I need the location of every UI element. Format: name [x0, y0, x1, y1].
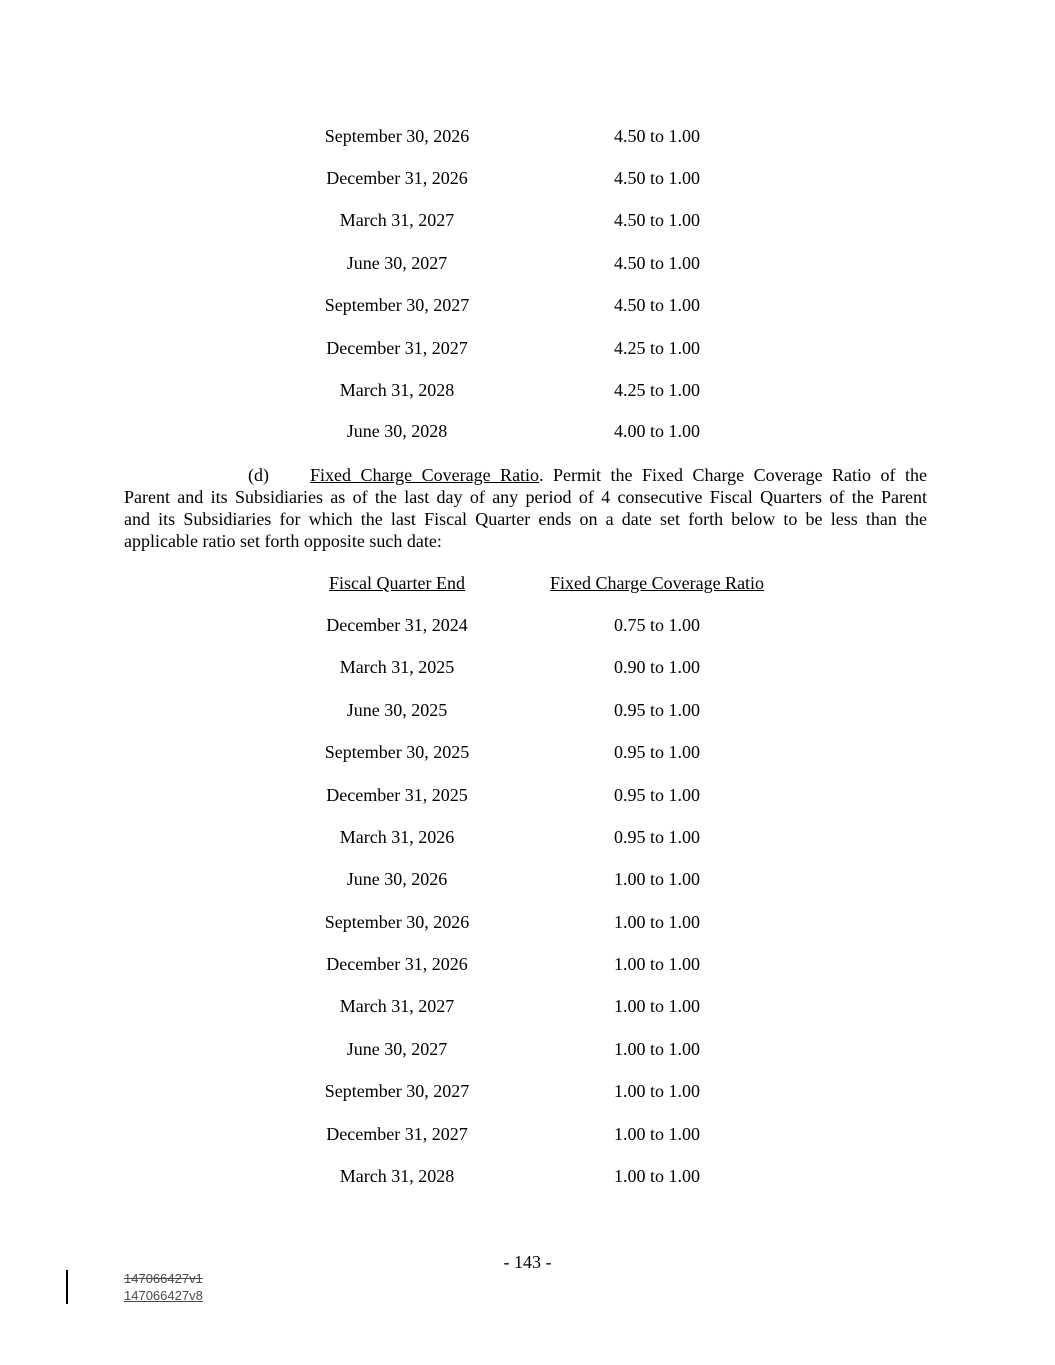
section-marker: (d) [248, 465, 269, 485]
fccr-date: December 31, 2024 [326, 615, 468, 635]
fccr-header-row [0, 571, 1055, 595]
fccr-date: June 30, 2027 [346, 1039, 448, 1059]
fccr-ratio: 0.95 to 1.00 [613, 742, 700, 762]
leverage-row [0, 419, 1055, 443]
fccr-ratio: 0.95 to 1.00 [613, 827, 700, 847]
leverage-ratio: 4.00 to 1.00 [613, 421, 700, 441]
fccr-ratio: 0.75 to 1.00 [613, 615, 700, 635]
fccr-row [0, 740, 1055, 764]
leverage-row [0, 336, 1055, 360]
leverage-ratio: 4.50 to 1.00 [613, 210, 700, 230]
fccr-ratio: 0.90 to 1.00 [613, 657, 700, 677]
fccr-row [0, 613, 1055, 637]
fccr-row [0, 1037, 1055, 1061]
doc-id-deleted: 147066427v1 [124, 1271, 203, 1286]
leverage-ratio: 4.25 to 1.00 [613, 338, 700, 358]
fccr-date: December 31, 2025 [326, 785, 468, 805]
paragraph-line [124, 464, 927, 486]
fccr-row [0, 1164, 1055, 1188]
leverage-date: June 30, 2027 [346, 253, 448, 273]
fccr-ratio: 1.00 to 1.00 [613, 996, 700, 1016]
revision-change-bar [66, 1270, 68, 1304]
fccr-ratio: 1.00 to 1.00 [613, 954, 700, 974]
fccr-row [0, 1079, 1055, 1103]
fccr-row [0, 952, 1055, 976]
column-header-fiscal-quarter-end: Fiscal Quarter End [329, 573, 465, 593]
leverage-ratio: 4.25 to 1.00 [613, 380, 700, 400]
column-header-fixed-charge-coverage-ratio: Fixed Charge Coverage Ratio [549, 573, 765, 593]
paragraph-text: . Permit the Fixed Charge Coverage Ratio of the [539, 465, 927, 485]
section-heading: Fixed Charge Coverage Ratio [310, 465, 540, 485]
fccr-date: June 30, 2025 [346, 700, 448, 720]
fccr-date: March 31, 2025 [339, 657, 455, 677]
leverage-ratio: 4.50 to 1.00 [613, 126, 700, 146]
paragraph-line [124, 530, 927, 552]
leverage-row [0, 124, 1055, 148]
leverage-date: September 30, 2027 [324, 295, 470, 315]
fccr-ratio: 1.00 to 1.00 [613, 1081, 700, 1101]
leverage-row [0, 208, 1055, 232]
fccr-ratio: 1.00 to 1.00 [613, 1039, 700, 1059]
fccr-ratio: 1.00 to 1.00 [613, 1166, 700, 1186]
fccr-date: September 30, 2025 [324, 742, 470, 762]
leverage-date: December 31, 2027 [326, 338, 468, 358]
leverage-ratio: 4.50 to 1.00 [613, 168, 700, 188]
leverage-ratio: 4.50 to 1.00 [613, 253, 700, 273]
fccr-date: September 30, 2026 [324, 912, 470, 932]
fccr-date: September 30, 2027 [324, 1081, 470, 1101]
leverage-row [0, 251, 1055, 275]
fccr-row [0, 698, 1055, 722]
leverage-row [0, 166, 1055, 190]
leverage-row [0, 378, 1055, 402]
fccr-ratio: 0.95 to 1.00 [613, 700, 700, 720]
fccr-row [0, 655, 1055, 679]
leverage-ratio: 4.50 to 1.00 [613, 295, 700, 315]
fccr-row [0, 867, 1055, 891]
fccr-row [0, 910, 1055, 934]
fccr-ratio: 0.95 to 1.00 [613, 785, 700, 805]
fccr-date: December 31, 2026 [326, 954, 468, 974]
leverage-row [0, 293, 1055, 317]
section-d-paragraph [124, 464, 927, 552]
fccr-date: March 31, 2028 [339, 1166, 455, 1186]
fccr-ratio: 1.00 to 1.00 [613, 869, 700, 889]
paragraph-text: applicable ratio set forth opposite such date: [124, 531, 442, 551]
leverage-date: September 30, 2026 [324, 126, 470, 146]
fccr-row [0, 1122, 1055, 1146]
fccr-date: March 31, 2026 [339, 827, 455, 847]
fccr-row [0, 825, 1055, 849]
leverage-date: December 31, 2026 [326, 168, 468, 188]
paragraph-line: and its Subsidiaries for which the last Fiscal Quarter ends on a date set forth below to be less than the [124, 509, 927, 529]
fccr-row [0, 994, 1055, 1018]
paragraph-line: Parent and its Subsidiaries as of the last day of any period of 4 consecutive Fiscal Quarters of the Parent [124, 487, 927, 507]
leverage-date: March 31, 2028 [339, 380, 455, 400]
fccr-row [0, 783, 1055, 807]
fccr-ratio: 1.00 to 1.00 [613, 912, 700, 932]
fccr-ratio: 1.00 to 1.00 [613, 1124, 700, 1144]
fccr-date: March 31, 2027 [339, 996, 455, 1016]
fccr-date: December 31, 2027 [326, 1124, 468, 1144]
page-number: - 143 - [503, 1252, 552, 1272]
doc-id-inserted: 147066427v8 [124, 1288, 203, 1303]
leverage-date: June 30, 2028 [346, 421, 448, 441]
fccr-date: June 30, 2026 [346, 869, 448, 889]
leverage-date: March 31, 2027 [339, 210, 455, 230]
